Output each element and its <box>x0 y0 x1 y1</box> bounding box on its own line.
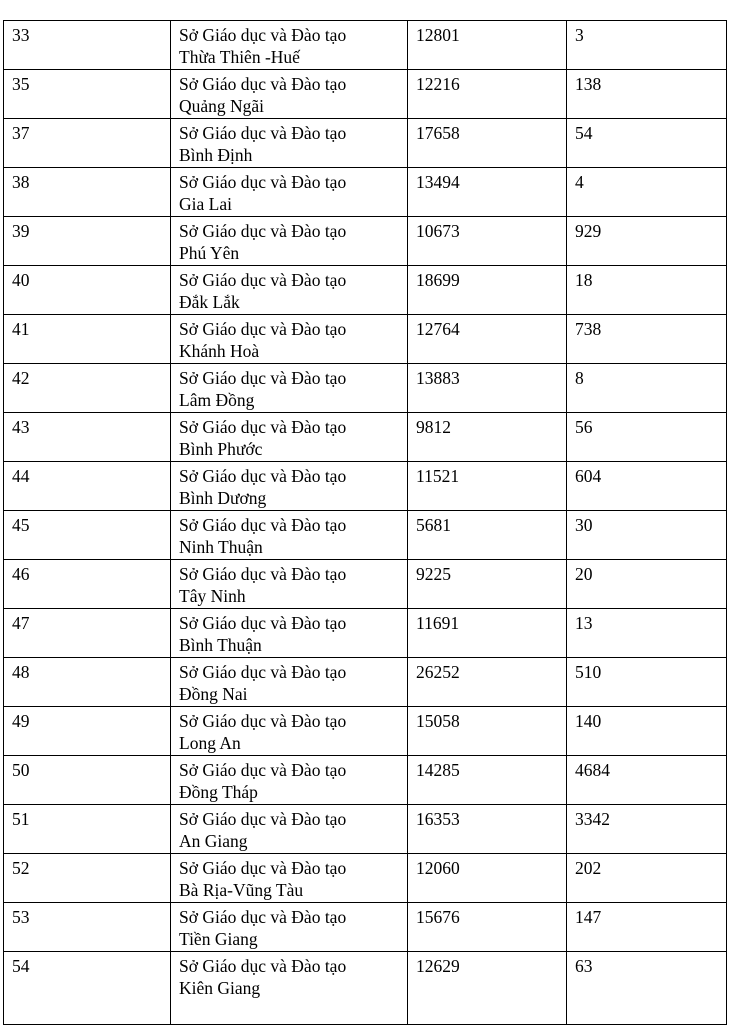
table-row <box>4 805 727 854</box>
department-name-line2: Bình Thuận <box>179 635 262 655</box>
department-name-cell <box>171 854 408 903</box>
total-cell: 13494 <box>408 168 567 217</box>
department-name-line2: Tiền Giang <box>179 929 258 949</box>
department-name-cell <box>171 903 408 952</box>
code-cell: 47 <box>4 609 171 658</box>
department-name-line1: Sở Giáo dục và Đào tạo <box>179 515 347 535</box>
department-name-cell <box>171 119 408 168</box>
total-cell: 12764 <box>408 315 567 364</box>
department-name-line2: Đắk Lắk <box>179 292 240 312</box>
code-cell: 39 <box>4 217 171 266</box>
department-name-cell <box>171 217 408 266</box>
data-table <box>3 20 727 1025</box>
code-cell: 48 <box>4 658 171 707</box>
department-name-line2: Đồng Tháp <box>179 782 258 802</box>
table-row <box>4 413 727 462</box>
table-row <box>4 315 727 364</box>
count-cell: 140 <box>567 707 727 756</box>
department-name-cell <box>171 315 408 364</box>
count-cell: 4684 <box>567 756 727 805</box>
department-name-line2: Bà Rịa-Vũng Tàu <box>179 880 304 900</box>
total-cell: 12060 <box>408 854 567 903</box>
table-row <box>4 168 727 217</box>
department-name-line1: Sở Giáo dục và Đào tạo <box>179 368 347 388</box>
count-cell: 929 <box>567 217 727 266</box>
department-name-line1: Sở Giáo dục và Đào tạo <box>179 466 347 486</box>
total-cell: 5681 <box>408 511 567 560</box>
table-row <box>4 707 727 756</box>
table-row <box>4 266 727 315</box>
department-name-cell <box>171 21 408 70</box>
total-cell: 13883 <box>408 364 567 413</box>
department-name-line1: Sở Giáo dục và Đào tạo <box>179 221 347 241</box>
count-cell: 18 <box>567 266 727 315</box>
count-cell: 20 <box>567 560 727 609</box>
department-name-line1: Sở Giáo dục và Đào tạo <box>179 760 347 780</box>
count-cell: 138 <box>567 70 727 119</box>
code-cell: 33 <box>4 21 171 70</box>
department-name-line2: Long An <box>179 733 241 753</box>
department-name-line2: Thừa Thiên -Huế <box>179 47 300 67</box>
department-name-cell <box>171 511 408 560</box>
department-name-cell <box>171 462 408 511</box>
department-name-line2: Quảng Ngãi <box>179 96 265 116</box>
count-cell: 30 <box>567 511 727 560</box>
table-body <box>4 21 727 1025</box>
count-cell: 510 <box>567 658 727 707</box>
department-name-line1: Sở Giáo dục và Đào tạo <box>179 662 347 682</box>
total-cell: 26252 <box>408 658 567 707</box>
table-row <box>4 560 727 609</box>
department-name-cell <box>171 364 408 413</box>
code-cell: 44 <box>4 462 171 511</box>
department-name-line2: Phú Yên <box>179 243 240 263</box>
department-name-line2: Bình Định <box>179 145 253 165</box>
department-name-line1: Sở Giáo dục và Đào tạo <box>179 74 347 94</box>
code-cell: 52 <box>4 854 171 903</box>
department-name-cell <box>171 560 408 609</box>
department-name-line1: Sở Giáo dục và Đào tạo <box>179 809 347 829</box>
code-cell: 43 <box>4 413 171 462</box>
department-name-line1: Sở Giáo dục và Đào tạo <box>179 711 347 731</box>
code-cell: 51 <box>4 805 171 854</box>
department-name-line1: Sở Giáo dục và Đào tạo <box>179 172 347 192</box>
table-row <box>4 952 727 1025</box>
total-cell: 12801 <box>408 21 567 70</box>
department-name-cell <box>171 952 408 1025</box>
department-name-line2: Đồng Nai <box>179 684 248 704</box>
total-cell: 16353 <box>408 805 567 854</box>
code-cell: 38 <box>4 168 171 217</box>
total-cell: 18699 <box>408 266 567 315</box>
department-name-cell <box>171 658 408 707</box>
department-name-line2: Gia Lai <box>179 194 232 214</box>
department-name-line2: Kiên Giang <box>179 978 261 998</box>
table-row <box>4 21 727 70</box>
department-name-line2: An Giang <box>179 831 248 851</box>
count-cell: 8 <box>567 364 727 413</box>
code-cell: 53 <box>4 903 171 952</box>
code-cell: 45 <box>4 511 171 560</box>
code-cell: 49 <box>4 707 171 756</box>
total-cell: 12216 <box>408 70 567 119</box>
code-cell: 37 <box>4 119 171 168</box>
count-cell: 3342 <box>567 805 727 854</box>
department-name-line1: Sở Giáo dục và Đào tạo <box>179 564 347 584</box>
table-row <box>4 70 727 119</box>
code-cell: 41 <box>4 315 171 364</box>
department-name-line1: Sở Giáo dục và Đào tạo <box>179 25 347 45</box>
total-cell: 9225 <box>408 560 567 609</box>
total-cell: 11521 <box>408 462 567 511</box>
count-cell: 3 <box>567 21 727 70</box>
code-cell: 50 <box>4 756 171 805</box>
code-cell: 46 <box>4 560 171 609</box>
total-cell: 11691 <box>408 609 567 658</box>
department-name-line2: Lâm Đồng <box>179 390 255 410</box>
total-cell: 12629 <box>408 952 567 1025</box>
total-cell: 15058 <box>408 707 567 756</box>
department-name-cell <box>171 805 408 854</box>
code-cell: 35 <box>4 70 171 119</box>
total-cell: 9812 <box>408 413 567 462</box>
code-cell: 42 <box>4 364 171 413</box>
code-cell: 54 <box>4 952 171 1025</box>
table-row <box>4 217 727 266</box>
department-name-line2: Khánh Hoà <box>179 341 260 361</box>
count-cell: 147 <box>567 903 727 952</box>
department-name-cell <box>171 707 408 756</box>
total-cell: 14285 <box>408 756 567 805</box>
count-cell: 54 <box>567 119 727 168</box>
table-row <box>4 903 727 952</box>
department-name-line1: Sở Giáo dục và Đào tạo <box>179 956 347 976</box>
code-cell: 40 <box>4 266 171 315</box>
table-row <box>4 119 727 168</box>
table-row <box>4 609 727 658</box>
table-row <box>4 854 727 903</box>
count-cell: 56 <box>567 413 727 462</box>
department-name-line2: Ninh Thuận <box>179 537 263 557</box>
department-name-cell <box>171 70 408 119</box>
count-cell: 738 <box>567 315 727 364</box>
department-name-line2: Bình Dương <box>179 488 267 508</box>
department-name-line2: Bình Phước <box>179 439 263 459</box>
count-cell: 202 <box>567 854 727 903</box>
department-name-line2: Tây Ninh <box>179 586 246 606</box>
count-cell: 13 <box>567 609 727 658</box>
department-name-line1: Sở Giáo dục và Đào tạo <box>179 907 347 927</box>
table-row <box>4 658 727 707</box>
total-cell: 10673 <box>408 217 567 266</box>
department-name-cell <box>171 168 408 217</box>
table-row <box>4 511 727 560</box>
count-cell: 4 <box>567 168 727 217</box>
department-name-line1: Sở Giáo dục và Đào tạo <box>179 417 347 437</box>
table-row <box>4 462 727 511</box>
count-cell: 63 <box>567 952 727 1025</box>
table-row <box>4 756 727 805</box>
department-name-line1: Sở Giáo dục và Đào tạo <box>179 123 347 143</box>
department-name-cell <box>171 266 408 315</box>
count-cell: 604 <box>567 462 727 511</box>
department-name-line1: Sở Giáo dục và Đào tạo <box>179 613 347 633</box>
department-name-cell <box>171 609 408 658</box>
department-name-line1: Sở Giáo dục và Đào tạo <box>179 319 347 339</box>
department-name-line1: Sở Giáo dục và Đào tạo <box>179 270 347 290</box>
department-name-cell <box>171 413 408 462</box>
total-cell: 17658 <box>408 119 567 168</box>
department-name-cell <box>171 756 408 805</box>
table-row <box>4 364 727 413</box>
department-name-line1: Sở Giáo dục và Đào tạo <box>179 858 347 878</box>
total-cell: 15676 <box>408 903 567 952</box>
